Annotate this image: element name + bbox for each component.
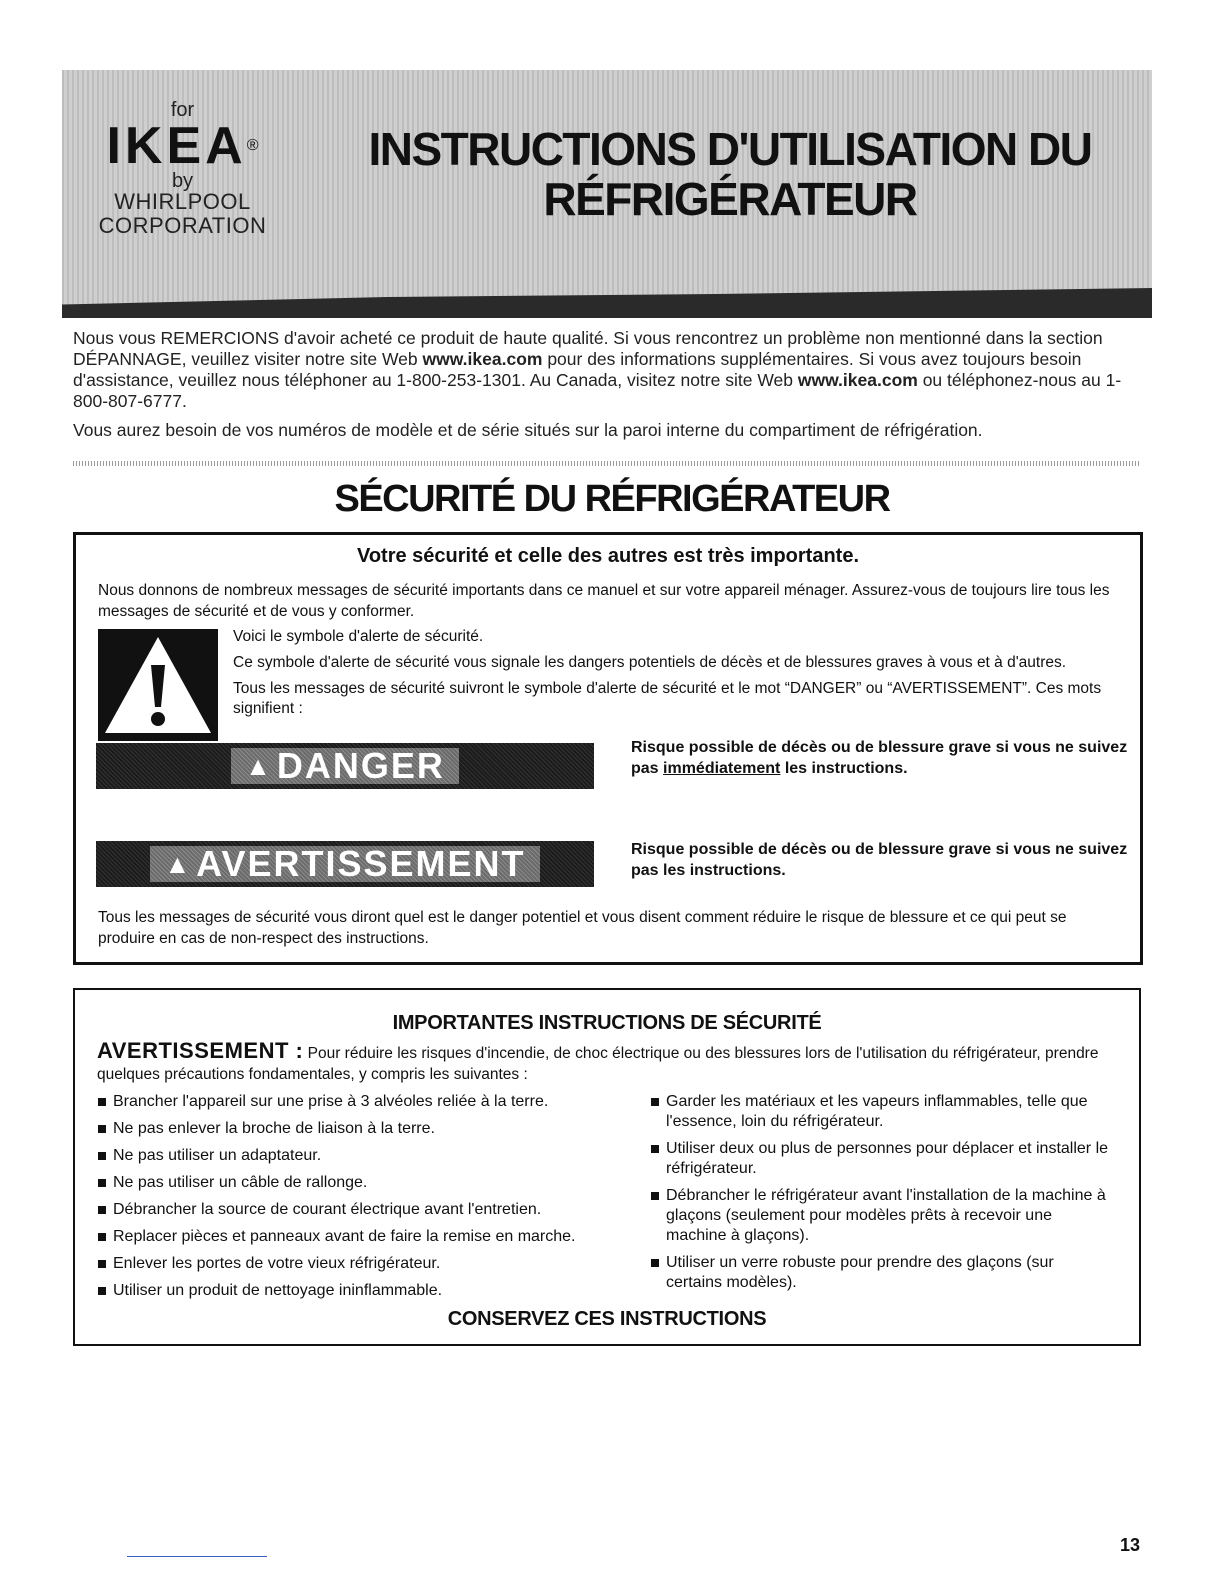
alert-text-3: Tous les messages de sécurité suivront le symbole d'alerte de sécurité et le mot “DANGER” ou “AVERTISSEMENT”. Ces mots signifient :: [233, 680, 1102, 717]
ikea-link-1: www.ikea.com: [422, 349, 543, 369]
list-item: Replacer pièces et panneaux avant de faire la remise en marche.: [97, 1227, 637, 1247]
list-item: Utiliser un verre robuste pour prendre des glaçons (sur certains modèles).: [650, 1253, 1110, 1293]
brand-logo: [75, 100, 290, 238]
logo-corp-line1: WHIRLPOOL: [114, 189, 251, 214]
alert-text-1: Voici le symbole d'alerte de sécurité.: [233, 628, 484, 645]
danger-description: Risque possible de décès ou de blessure grave si vous ne suivez pas immédiatement les instructions.: [631, 739, 1128, 777]
logo-corp-line2: CORPORATION: [98, 213, 267, 238]
intro-section: [73, 328, 1143, 449]
dotted-divider: [73, 461, 1141, 466]
list-item: Utiliser un produit de nettoyage ininflammable.: [97, 1281, 637, 1301]
list-item: Enlever les portes de votre vieux réfrigérateur.: [97, 1254, 637, 1274]
warning-label: AVERTISSEMENT :: [97, 1038, 304, 1063]
list-item: Utiliser deux ou plus de personnes pour déplacer et installer le réfrigérateur.: [650, 1139, 1110, 1179]
danger-signal: ▲ DANGER: [96, 743, 594, 789]
list-item: Débrancher le réfrigérateur avant l'installation de la machine à glaçons (seulement pour modèles prêts à recevoir une machine à glaçons).: [650, 1186, 1110, 1246]
title-line1: INSTRUCTIONS D'UTILISATION DU: [368, 123, 1092, 175]
important-warning: AVERTISSEMENT : Pour réduire les risques d'incendie, de choc électrique ou des blessures lors de l'utilisation du réfrigérateur, prendre quelques précautions fondamentales, y compris les suivantes :: [97, 1038, 1099, 1083]
logo-by: by: [171, 170, 194, 192]
important-instructions-box: [73, 988, 1141, 1346]
page-number: 13: [1120, 1535, 1141, 1555]
warning-triangle-icon: ▲: [164, 848, 193, 879]
instructions-list-left: [97, 1092, 637, 1308]
safety-box: [73, 532, 1143, 965]
important-heading: IMPORTANTES INSTRUCTIONS DE SÉCURITÉ: [392, 1012, 822, 1034]
list-item: Débrancher la source de courant électrique avant l'entretien.: [97, 1200, 637, 1220]
safety-heading: Votre sécurité et celle des autres est très importante.: [356, 545, 860, 567]
warning-signal: ▲ AVERTISSEMENT: [96, 841, 594, 887]
alert-explanation: [233, 627, 1113, 725]
list-item: Ne pas utiliser un adaptateur.: [97, 1146, 637, 1166]
title-line2: RÉFRIGÉRATEUR: [543, 173, 917, 225]
logo-for: for: [170, 99, 195, 121]
warning-triangle-icon: ▲: [245, 750, 273, 781]
warning-description: Risque possible de décès ou de blessure grave si vous ne suivez pas les instructions.: [631, 841, 1128, 879]
safety-alert-symbol-icon: [98, 629, 218, 741]
footer-line: [127, 1556, 267, 1557]
safety-paragraph-2: Tous les messages de sécurité vous diront quel est le danger potentiel et vous disent comment réduire le risque de blessure et ce qui peut se produire en cas de non-respect des instructions.: [98, 909, 1067, 947]
list-item: Brancher l'appareil sur une prise à 3 alvéoles reliée à la terre.: [97, 1092, 637, 1112]
save-instructions-footer: CONSERVEZ CES INSTRUCTIONS: [447, 1308, 767, 1330]
document-title: [330, 124, 1130, 224]
safety-paragraph-1: Nous donnons de nombreux messages de sécurité importants dans ce manuel et sur votre appareil ménager. Assurez-vous de toujours lire tous les messages de sécurité et de vous y conformer.: [98, 582, 1110, 620]
ikea-link-2: www.ikea.com: [797, 370, 918, 390]
list-item: Ne pas enlever la broche de liaison à la terre.: [97, 1119, 637, 1139]
list-item: Garder les matériaux et les vapeurs inflammables, telle que l'essence, loin du réfrigérateur.: [650, 1092, 1110, 1132]
logo-ikea: IKEA®: [106, 117, 259, 175]
section-title: SÉCURITÉ DU RÉFRIGÉRATEUR: [334, 478, 890, 520]
intro-paragraph-1: Nous vous REMERCIONS d'avoir acheté ce produit de haute qualité. Si vous rencontrez un problème non mentionné dans la section DÉPANNAGE, veuillez visiter notre site Web www.ikea.com pour des informations supplémentaires. Si vous avez toujours besoin d'assistance, veuillez nous téléphoner au 1-800-253-1301. Au Canada, visitez notre site Web www.ikea.com ou téléphonez-nous au 1-800-807-6777.: [73, 328, 1122, 411]
alert-text-2: Ce symbole d'alerte de sécurité vous signale les dangers potentiels de décès et de blessures graves à vous et à d'autres.: [233, 654, 1067, 671]
banner-stripe: [62, 288, 1152, 318]
instructions-list-right: [650, 1092, 1110, 1300]
list-item: Ne pas utiliser un câble de rallonge.: [97, 1173, 637, 1193]
intro-paragraph-2: Vous aurez besoin de vos numéros de modèle et de série situés sur la paroi interne du compartiment de réfrigération.: [73, 420, 983, 440]
